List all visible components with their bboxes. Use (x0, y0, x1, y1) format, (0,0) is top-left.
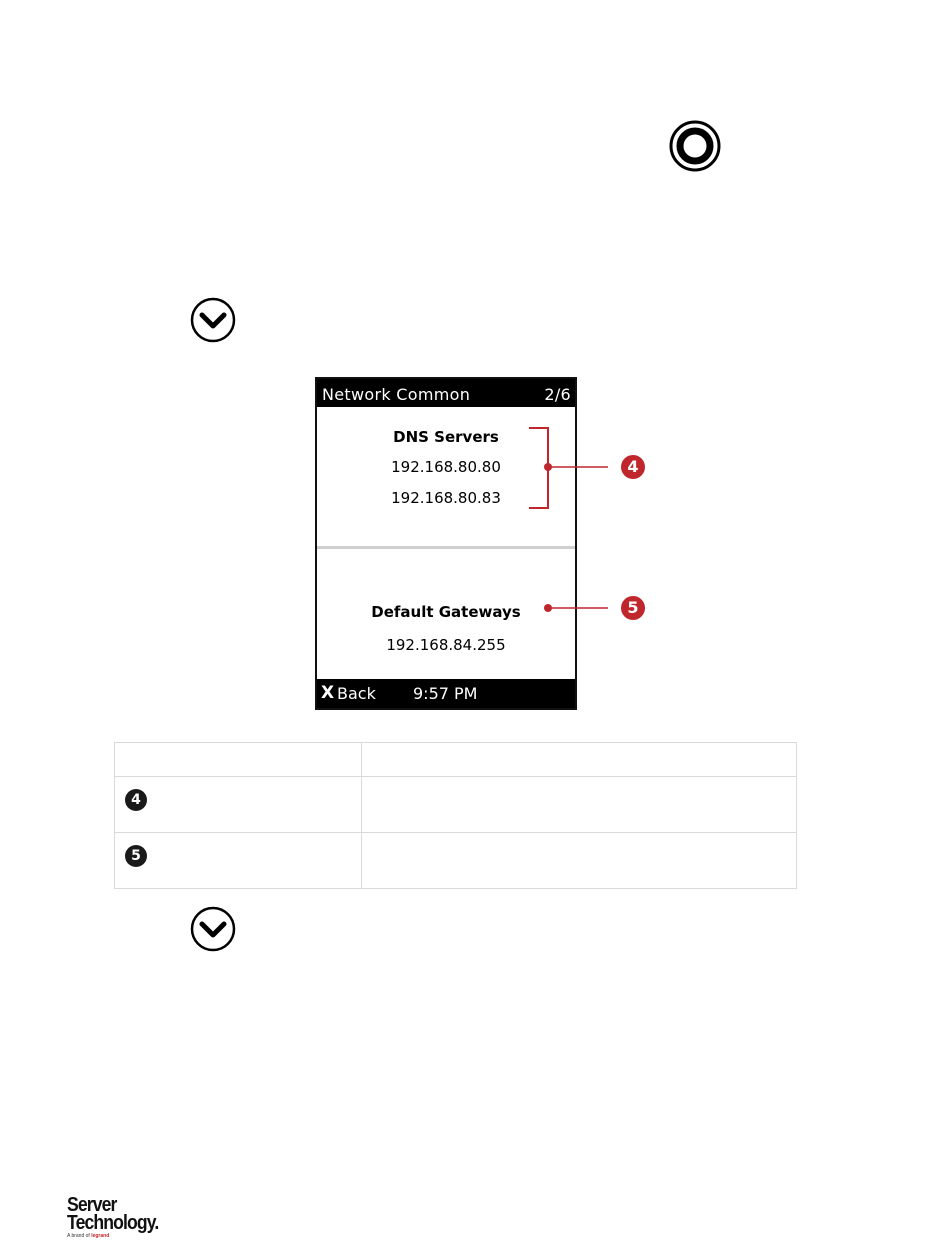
screen-footer (317, 679, 575, 708)
screen-title: Network Common (322, 385, 471, 404)
gateway-value: 192.168.84.255 (386, 636, 506, 654)
back-label: Back (337, 684, 376, 703)
ok-button-icon (668, 119, 722, 173)
item-badge-4: 4 (125, 789, 147, 811)
logo-brand: legrand (91, 1233, 110, 1239)
dns-servers-label: DNS Servers (393, 428, 499, 446)
screen-page-indicator: 2/6 (544, 385, 571, 404)
chevron-down-button-icon (190, 906, 236, 952)
dns-callout-dot (544, 463, 552, 471)
default-gateways-label: Default Gateways (371, 603, 521, 621)
dns-server-value: 192.168.80.83 (391, 489, 501, 507)
back-key: X (321, 683, 335, 703)
table-row (115, 777, 797, 833)
table-cell (115, 833, 362, 889)
item-badge-5: 5 (125, 845, 147, 867)
table-header-cell (115, 743, 362, 777)
table-header-row (115, 743, 797, 777)
logo-line-1: Server (67, 1194, 117, 1216)
legend-table (114, 742, 797, 889)
logo-tagline-text: A brand of (67, 1233, 90, 1239)
table-cell (362, 777, 797, 833)
table-header-cell (362, 743, 797, 777)
table-cell (362, 833, 797, 889)
table-cell (115, 777, 362, 833)
screen-clock: 9:57 PM (413, 684, 478, 703)
callout-badge-4: 4 (621, 455, 645, 479)
logo-line-2: Technology. (67, 1212, 159, 1234)
gateway-callout-dot (544, 604, 552, 612)
callout-badge-5: 5 (621, 596, 645, 620)
chevron-down-button-icon (190, 297, 236, 343)
screen-header (317, 379, 575, 407)
table-row (115, 833, 797, 889)
server-technology-logo (67, 1196, 171, 1239)
dns-server-value: 192.168.80.80 (391, 458, 501, 476)
